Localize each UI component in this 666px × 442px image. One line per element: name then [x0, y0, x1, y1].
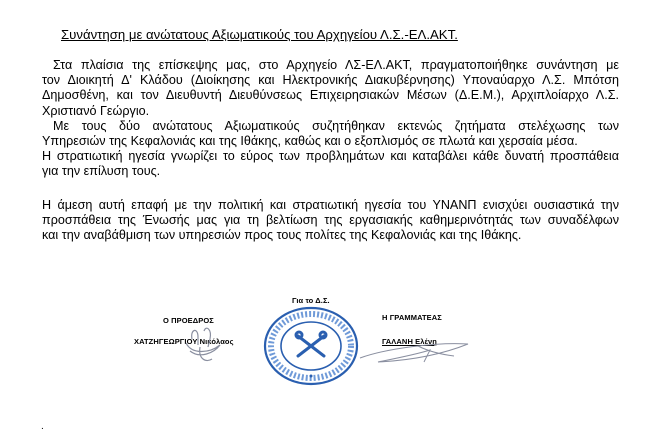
text-line: Με τους δύο ανώτατους Αξιωματικούς συζητήθηκαν εκτενώς ζητήματα στελέχωσης των: [53, 118, 619, 133]
text-line: για την επίλυση τους.: [42, 164, 161, 179]
text-line: Υπηρεσιών της Κεφαλονιάς και της Ιθάκης, καθώς και ο εξοπλισμός σε πλωτά και χερσαία μέσα.: [42, 133, 578, 148]
paragraph-meeting: [42, 58, 619, 180]
text-line: Η άμεση αυτή επαφή με την πολιτική και στρατιωτική ηγεσία του ΥΝΑΝΠ ενισχύει ουσιαστικά την: [42, 198, 619, 212]
text-line: Στα πλαίσια της επίσκεψης μας, στο Αρχηγείο ΛΣ-ΕΛ.ΑΚΤ, πραγματοποιήθηκε συνάντηση με: [53, 58, 619, 72]
president-signature: [170, 325, 250, 365]
president-title: Ο ΠΡΟΕΔΡΟΣ: [163, 316, 214, 325]
anchor-icon: [296, 332, 326, 356]
text-line: προσπάθεια της Ένωσής μας για τη βελτίωση της εργασιακής καθημερινότητάς των συναδέλφων: [42, 213, 619, 228]
text-line: Χριστιανό Γεώργιο.: [42, 103, 150, 118]
text-line: Δημοσθένη, και τον Διευθυντή Διευθύνσεως Επιχειρησιακών Μέσων (Δ.Ε.Μ.), Αρχιπλοίαρχο Λ.Σ.: [42, 88, 619, 103]
association-stamp: [262, 306, 360, 386]
paragraph-conclusion: [42, 198, 619, 244]
for-board-label: Για το Δ.Σ.: [292, 296, 330, 305]
text-line: τον Διοικητή Δ' Κλάδου (Διοίκησης και Ηλεκτρονικής Διακυβέρνησης) Υποναύαρχο Λ.Σ. Μπότση: [42, 73, 619, 88]
text-line: Η στρατιωτική ηγεσία γνωρίζει το εύρος των προβλημάτων και καταβάλει κάθε δυνατή προσπάθεια: [42, 149, 619, 164]
document-title: Συνάντηση με ανώτατους Αξιωματικούς του Αρχηγείου Λ.Σ.-ΕΛ.ΑΚΤ.: [61, 27, 458, 42]
secretary-title: Η ΓΡΑΜΜΑΤΕΑΣ: [382, 313, 442, 322]
trailing-mark: .: [41, 421, 44, 432]
president-name: ΧΑΤΖΗΓΕΩΡΓΙΟΥ Νικόλαος: [134, 337, 234, 346]
secretary-signature: [358, 340, 478, 366]
secretary-name: ΓΑΛΑΝΗ Ελένη: [382, 337, 437, 346]
text-line: και την αναβάθμιση των υπηρεσιών προς τους πολίτες της Κεφαλονιάς και της Ιθάκης.: [42, 228, 522, 243]
